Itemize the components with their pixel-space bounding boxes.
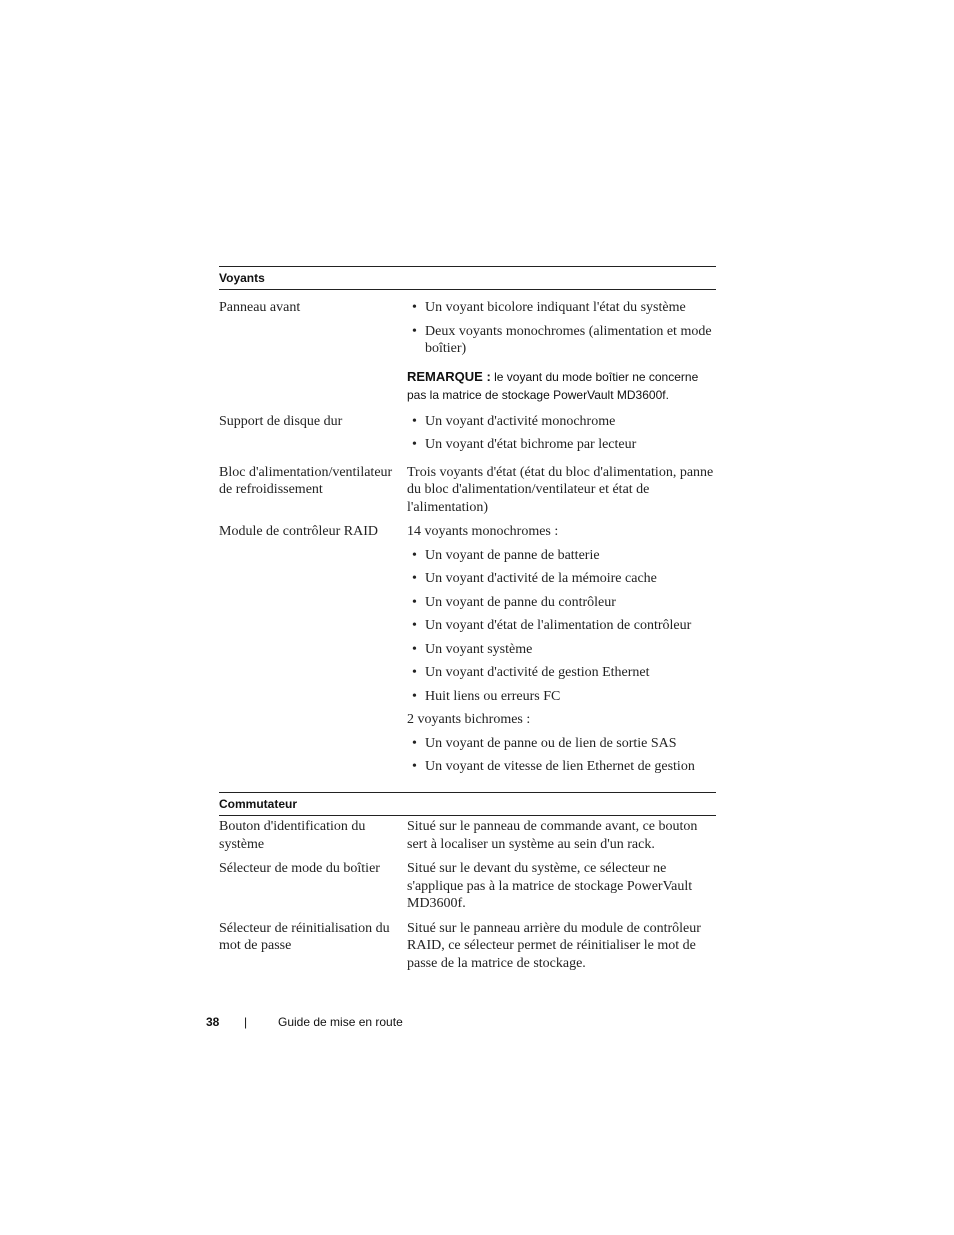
row-text: Trois voyants d'état (état du bloc d'alimentation, panne du bloc d'alimentation/ventilateur et état de l'alimentation) — [407, 464, 714, 515]
table-row — [219, 920, 716, 979]
row-label: Sélecteur de réinitialisation du mot de passe — [219, 920, 390, 953]
row-content — [407, 464, 716, 523]
list-item: • Un voyant bicolore indiquant l'état du système — [407, 299, 716, 317]
row-label: Panneau avant — [219, 300, 301, 315]
note-text: le voyant du mode boîtier ne concerne pas la matrice de stockage PowerVault MD3600f. — [407, 369, 699, 402]
row-content — [407, 413, 716, 460]
row-label: Module de contrôleur RAID — [219, 524, 379, 539]
table-row — [219, 860, 716, 919]
table-row — [219, 413, 716, 460]
list-item: • Deux voyants monochromes (alimentation et mode boîtier) — [407, 323, 716, 358]
list-item: • Un voyant de vitesse de lien Ethernet de gestion — [407, 758, 716, 776]
list-item: • Huit liens ou erreurs FC — [407, 688, 716, 706]
list-item: • Un voyant d'activité de la mémoire cache — [407, 570, 716, 588]
row-label: Support de disque dur — [219, 413, 343, 429]
table-row — [219, 464, 716, 523]
commutateur-table — [219, 792, 716, 978]
list-item: • Un voyant système — [407, 641, 716, 659]
commutateur-heading: Commutateur — [219, 792, 716, 816]
list-item: • Un voyant de panne de batterie — [407, 547, 716, 565]
voyants-heading: Voyants — [219, 266, 716, 290]
list-item: • Un voyant d'activité monochrome — [407, 413, 716, 431]
voyants-table — [219, 266, 716, 782]
list-item: • Un voyant de panne du contrôleur — [407, 594, 716, 612]
row-text: Situé sur le panneau de commande avant, ce bouton sert à localiser un système au sein d'un rack. — [407, 819, 698, 852]
row-label: Sélecteur de mode du boîtier — [219, 861, 380, 876]
row-content — [407, 299, 716, 404]
note-label: REMARQUE : — [407, 368, 491, 384]
footer-separator: | — [244, 1015, 248, 1029]
page-footer — [206, 1015, 403, 1029]
table-row — [219, 818, 716, 859]
footer-title: Guide de mise en route — [278, 1015, 403, 1029]
row-text: Situé sur le devant du système, ce sélecteur ne s'applique pas à la matrice de stockage PowerVault MD3600f. — [407, 861, 693, 911]
row-text: Situé sur le panneau arrière du module de contrôleur RAID, ce sélecteur permet de réinitialiser le mot de passe de la matrice de stockage. — [407, 920, 701, 971]
row-content — [407, 818, 716, 859]
table-row — [219, 523, 716, 782]
note — [407, 368, 716, 404]
row-label: Bloc d'alimentation/ventilateur de refroidissement — [219, 464, 393, 497]
list-item: • Un voyant d'état de l'alimentation de contrôleur — [407, 617, 716, 635]
row-intro: 14 voyants monochromes : — [407, 524, 559, 539]
page-number: 38 — [206, 1015, 220, 1029]
table-row — [219, 299, 716, 404]
row-intro: 2 voyants bichromes : — [407, 712, 531, 727]
row-content — [407, 523, 716, 782]
list-item: • Un voyant de panne ou de lien de sortie SAS — [407, 735, 716, 753]
row-label: Bouton d'identification du système — [219, 819, 366, 852]
row-content — [407, 860, 716, 919]
list-item: • Un voyant d'état bichrome par lecteur — [407, 436, 716, 454]
list-item: • Un voyant d'activité de gestion Ethernet — [407, 664, 716, 682]
row-content — [407, 920, 716, 979]
